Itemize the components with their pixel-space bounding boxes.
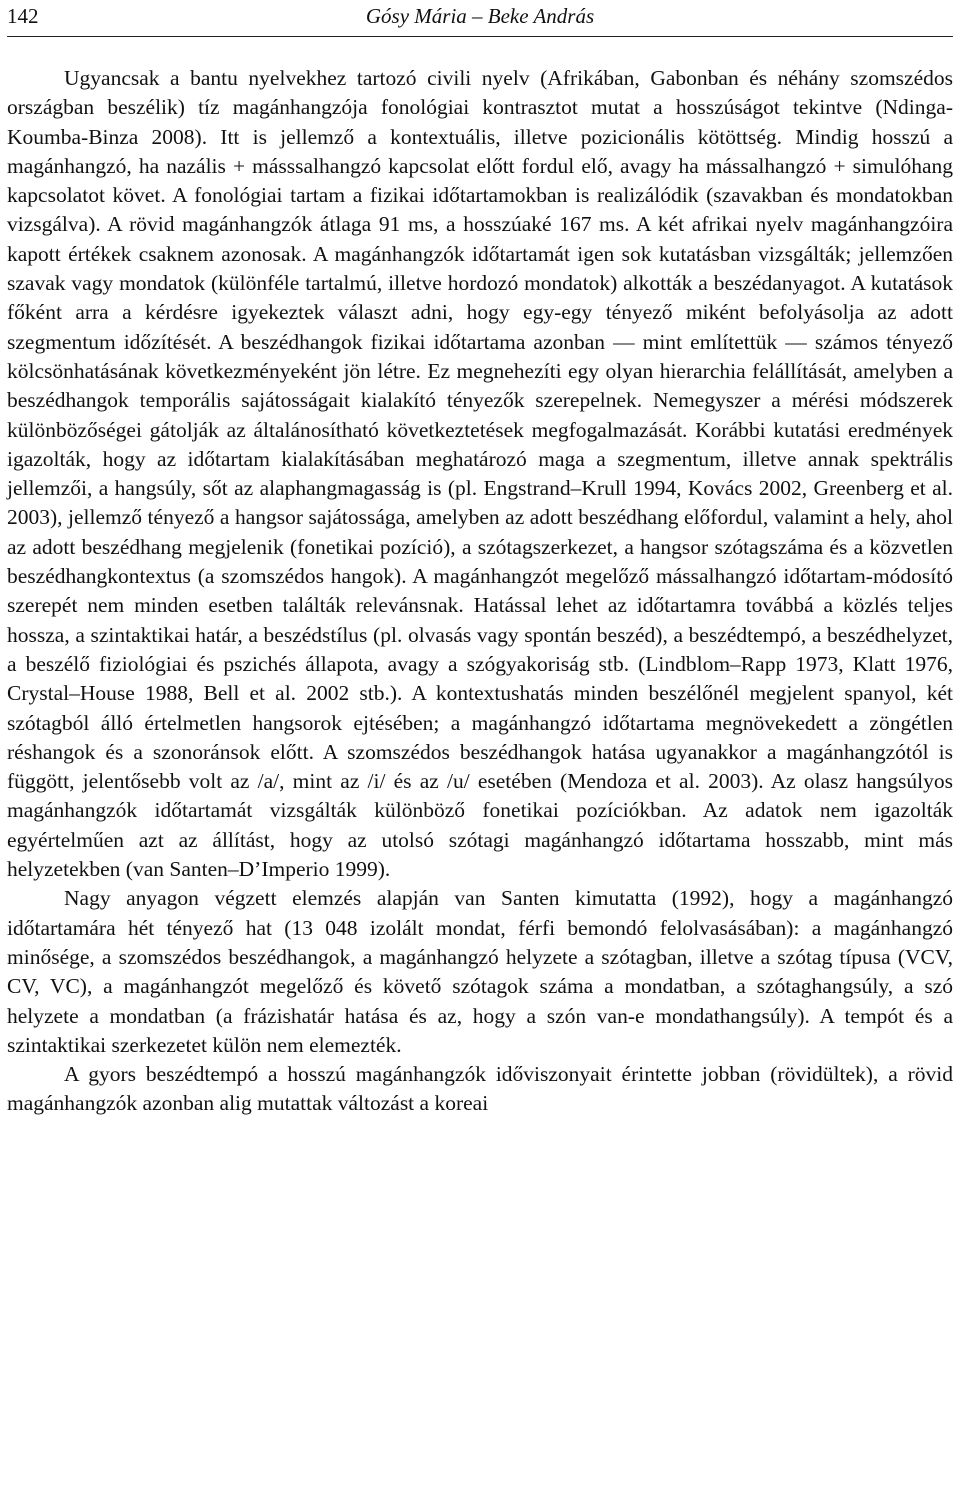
paragraph: A gyors beszédtempó a hosszú magánhangzók időviszonyait érintette jobban (rövidültek), a rövid magánhangzók azonban alig mutattak változást a koreai [7, 1062, 953, 1116]
running-title: Gósy Mária – Beke András [365, 4, 595, 28]
paragraph: Nagy anyagon végzett elemzés alapján van Santen kimutatta (1992), hogy a magánhangzó időtartamára hét tényező hat (13 048 izolált mondat, férfi bemondó felolvasásában): a magánhangzó minősége, a szomszédos beszédhangok, a magánhangzó helyzete a szótagban, illetve a szótag típusa (VCV, CV, VC), a magánhangzót megelőző és követő szótagok száma a mondatban, a szótaghangsúly, a szó helyzete a mondatban (a frázishatár hatása és az, hogy a szón van-e mondathangsúly). A tempót és a szintaktikai szerkezetet külön nem elemezték. [7, 886, 953, 1057]
paragraph: Ugyancsak a bantu nyelvekhez tartozó civili nyelv (Afrikában, Gabonban és néhány szomszédos országban beszélik) tíz magánhangzója fonológiai kontrasztot mutat a hosszúságot tekintve (Ndinga-Koumba-Binza 2008). Itt is jellemző a kontextuális, illetve pozicionális kötöttség. Mindig hosszú a magánhangzó, ha nazális + másssalhangzó kapcsolat előtt fordul elő, avagy ha mássalhangzó + simulóhang kapcsolatot követ. A fonológiai tartam a fizikai időtartamokban is realizálódik (szavakban és mondatokban vizsgálva). A rövid magánhangzók átlaga 91 ms, a hosszúaké 167 ms. A két afrikai nyelv magánhangzóira kapott értékek csaknem azonosak. A magánhangzók időtartamát igen sok kutatásban vizsgálták; jellemzően szavak vagy mondatok (különféle tartalmú, illetve hordozó mondatok) alkották a beszédanyagot. A kutatások főként arra a kérdésre igyekeztek választ adni, hogy egy-egy tényező miként befolyásolja az adott szegmentum időzítését. A beszédhangok fizikai időtartama azonban — mint említettük — számos tényező kölcsönhatásának következményeként jön létre. Ez megnehezíti egy olyan hierarchia felállítását, amelyben a beszédhangok temporális sajátosságait kialakító tényezők szerepelnek. Nemegyszer a mérési módszerek különbözőségei gátolják az általánosítható következtetések megfogalmazását. Korábbi kutatási eredmények igazolták, hogy az időtartam kialakításában meghatározó maga a szegmentum, illetve annak spektrális jellemzői, a hangsúly, sőt az alaphangmagasság is (pl. Engstrand–Krull 1994, Kovács 2002, Greenberg et al. 2003), jellemző tényező a hangsor sajátossága, amelyben az adott beszédhang előfordul, valamint a hely, ahol az adott beszédhang megjelenik (fonetikai pozíció), a szótagszerkezet, a hangsor szótagszáma és a közvetlen beszédhangkontextus (a szomszédos hangok). A magánhangzót megelőző mássalhangzó időtartam-módosító szerepét nem minden esetben találták relevánsnak. Hatással lehet az időtartamra továbbá a közlés teljes hossza, a szintaktikai határ, a beszédstílus (pl. olvasás vagy spontán beszéd), a beszédtempó, a beszédhelyzet, a beszélő fiziológiai és pszichés állapota, avagy a szógyakoriság stb. (Lindblom–Rapp 1973, Klatt 1976, Crystal–House 1988, Bell et al. 2002 stb.). A kontextushatás minden beszélőnél megjelent spanyol, két szótagból álló értelmetlen hangsorok ejtésében; a magánhangzó időtartama megnövekedett a zöngétlen réshangok és a szonoránsok előtt. A szomszédos beszédhangok hatása ugyanakkor a magánhangzótól is függött, jelentősebb volt az /a/, mint az /i/ és az /u/ esetében (Mendoza et al. 2003). Az olasz hangsúlyos magánhangzók időtartamát vizsgálták különböző fonetikai pozíciókban. Az adatok nem igazolták egyértelműen azt az állítást, hogy az utolsó szótagi magánhangzó időtartama hosszabb, mint más helyzetekben (van Santen–D’Imperio 1999). [7, 66, 953, 882]
document-page [7, 0, 953, 1119]
body-text [7, 64, 953, 1119]
page-header [7, 0, 953, 37]
page-number: 142 [7, 4, 39, 28]
